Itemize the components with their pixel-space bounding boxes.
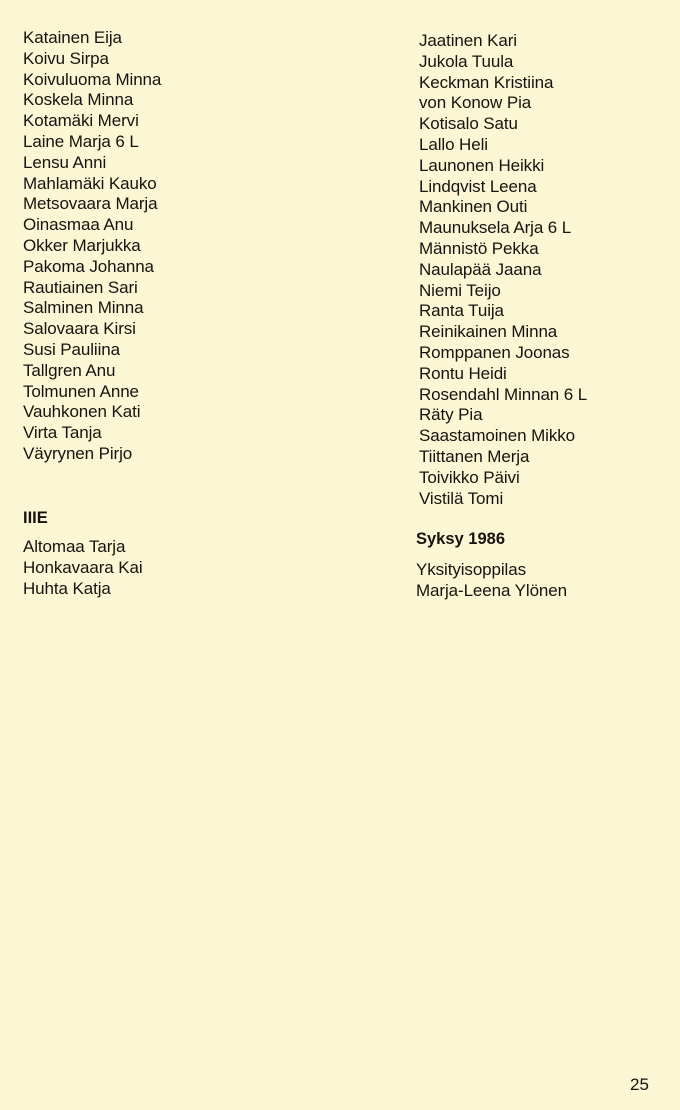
list-item: Tolmunen Anne bbox=[23, 381, 139, 401]
list-item: Virta Tanja bbox=[23, 423, 102, 443]
list-item: Launonen Heikki bbox=[419, 155, 545, 175]
list-item: Niemi Teijo bbox=[419, 280, 501, 300]
list-item: Yksityisoppilas bbox=[416, 560, 526, 579]
list-item: Susi Pauliina bbox=[23, 339, 120, 359]
page-number: 25 bbox=[630, 1075, 649, 1094]
list-item: Tallgren Anu bbox=[23, 360, 116, 380]
list-item: Huhta Katja bbox=[23, 578, 111, 598]
list-item: Mankinen Outi bbox=[419, 197, 528, 217]
list-item: Jukola Tuula bbox=[419, 51, 514, 71]
list-item: Väyrynen Pirjo bbox=[23, 443, 133, 463]
list-item: Rontu Heidi bbox=[419, 363, 507, 383]
list-item: Rautiainen Sari bbox=[23, 277, 138, 297]
left-column bbox=[23, 28, 161, 465]
right-name-list bbox=[419, 31, 587, 509]
list-item: Okker Marjukka bbox=[23, 235, 141, 255]
list-item: Reinikainen Minna bbox=[419, 322, 558, 342]
left-name-list bbox=[23, 28, 161, 465]
list-item: Pakoma Johanna bbox=[23, 256, 154, 276]
list-item: Räty Pia bbox=[419, 405, 483, 425]
list-item: Salovaara Kirsi bbox=[23, 319, 136, 339]
list-item: Salminen Minna bbox=[23, 298, 144, 318]
section-heading-syksy: Syksy 1986 bbox=[416, 530, 506, 548]
list-item: Honkavaara Kai bbox=[23, 557, 143, 577]
list-item: Koivuluoma Minna bbox=[23, 69, 162, 89]
list-item: Romppanen Joonas bbox=[419, 342, 570, 362]
list-item: Metsovaara Marja bbox=[23, 194, 158, 214]
list-item: Lallo Heli bbox=[419, 134, 488, 154]
list-item: Lensu Anni bbox=[23, 152, 107, 172]
list-item: Lindqvist Leena bbox=[419, 176, 537, 196]
list-item: Katainen Eija bbox=[23, 28, 122, 47]
right-column bbox=[419, 31, 587, 509]
list-item: Keckman Kristiina bbox=[419, 72, 554, 92]
list-item: Altomaa Tarja bbox=[23, 537, 126, 556]
right-section2 bbox=[416, 560, 567, 602]
list-item: Toivikko Päivi bbox=[419, 467, 520, 487]
list-item: Koskela Minna bbox=[23, 90, 134, 110]
section-heading-iiie: IIIE bbox=[23, 509, 48, 527]
list-item: Oinasmaa Anu bbox=[23, 215, 134, 235]
list-item: Tiittanen Merja bbox=[419, 446, 530, 466]
list-item: Kotisalo Satu bbox=[419, 114, 518, 134]
list-item: Jaatinen Kari bbox=[419, 31, 517, 50]
list-item: Vistilä Tomi bbox=[419, 488, 504, 508]
list-item: Marja-Leena Ylönen bbox=[416, 580, 567, 600]
iiie-name-list bbox=[23, 537, 143, 599]
list-item: Kotamäki Mervi bbox=[23, 111, 139, 131]
left-section2 bbox=[23, 537, 143, 599]
list-item: Männistö Pekka bbox=[419, 238, 539, 258]
list-item: Mahlamäki Kauko bbox=[23, 173, 157, 193]
list-item: Naulapää Jaana bbox=[419, 259, 542, 279]
list-item: Vauhkonen Kati bbox=[23, 402, 141, 422]
list-item: Maunuksela Arja 6 L bbox=[419, 218, 572, 238]
list-item: Rosendahl Minnan 6 L bbox=[419, 384, 588, 404]
list-item: Ranta Tuija bbox=[419, 301, 504, 321]
list-item: Laine Marja 6 L bbox=[23, 131, 139, 151]
list-item: Saastamoinen Mikko bbox=[419, 426, 575, 446]
list-item: von Konow Pia bbox=[419, 93, 532, 113]
syksy-list bbox=[416, 560, 567, 602]
list-item: Koivu Sirpa bbox=[23, 48, 109, 68]
